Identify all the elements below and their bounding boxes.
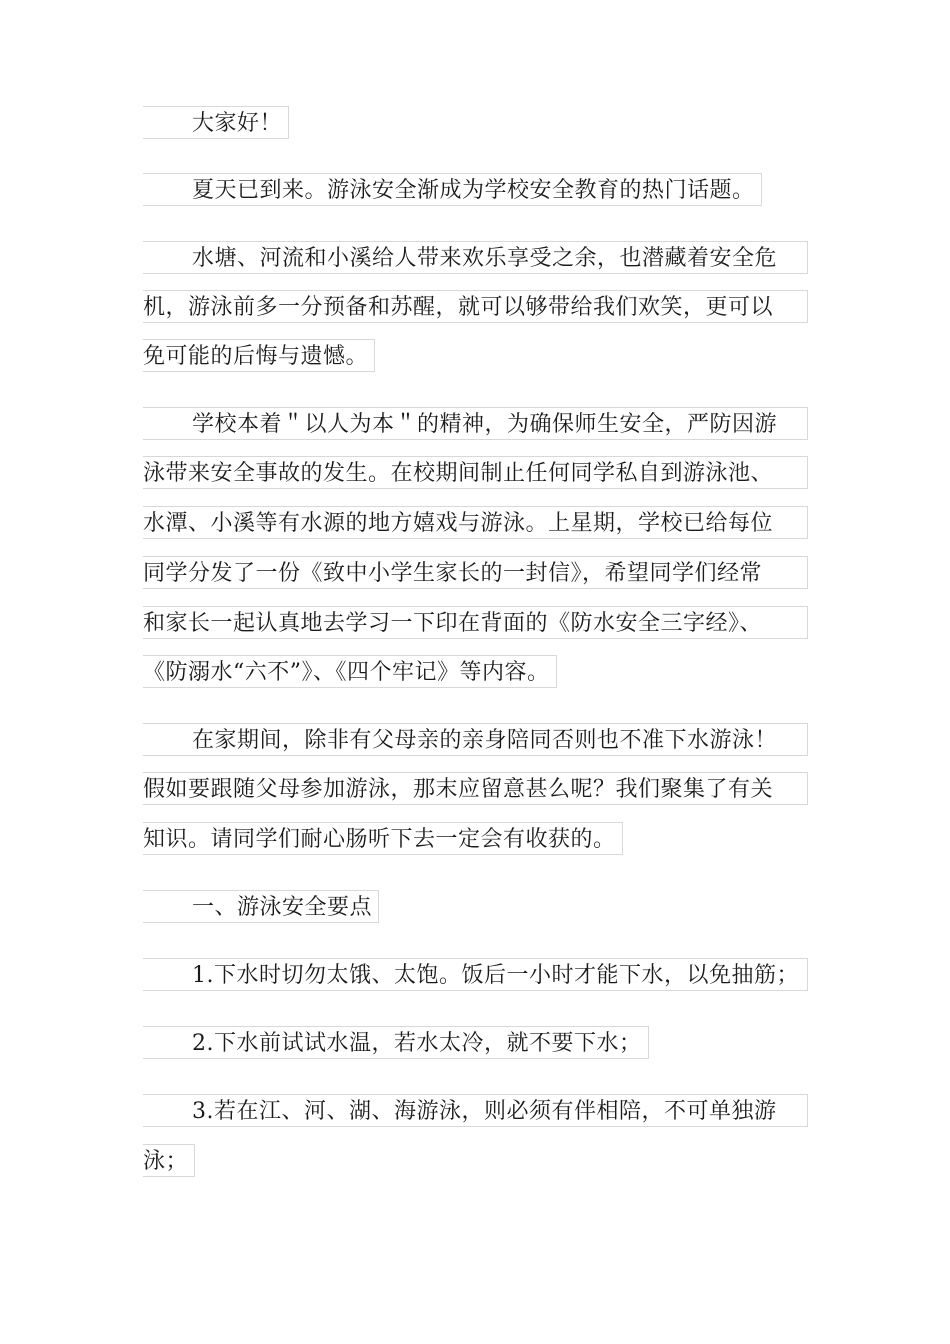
safety-point-1: 1.下水时切勿太饿、太饱。饭后一小时才能下水，以免抽筋； bbox=[143, 958, 808, 991]
safety-point-3-line-1: 3.若在江、河、湖、海游泳，则必须有伴相陪，不可单独游 bbox=[143, 1094, 808, 1127]
paragraph-3-line-3: 知识。请同学们耐心肠听下去一定会有收获的。 bbox=[143, 822, 623, 855]
paragraph-3-line-1: 在家期间，除非有父母亲的亲身陪同否则也不准下水游泳！ bbox=[143, 723, 808, 756]
paragraph-1-line-2: 机，游泳前多一分预备和苏醒，就可以够带给我们欢笑，更可以 bbox=[143, 290, 808, 323]
safety-point-2: 2.下水前试试水温，若水太冷，就不要下水； bbox=[143, 1026, 649, 1059]
paragraph-1-line-1: 水塘、河流和小溪给人带来欢乐享受之余，也潜藏着安全危 bbox=[143, 241, 808, 274]
paragraph-2-line-6: 《防溺水“六不”》、《四个牢记》等内容。 bbox=[143, 655, 557, 688]
paragraph-2-line-3: 水潭、小溪等有水源的地方嬉戏与游泳。上星期，学校已给每位 bbox=[143, 506, 808, 539]
paragraph-3-line-2: 假如要跟随父母参加游泳，那末应留意甚么呢？我们聚集了有关 bbox=[143, 772, 808, 805]
paragraph-2-line-2: 泳带来安全事故的发生。在校期间制止任何同学私自到游泳池、 bbox=[143, 456, 808, 489]
paragraph-2-line-5: 和家长一起认真地去学习一下印在背面的《防水安全三字经》、 bbox=[143, 606, 808, 639]
paragraph-1-line-3: 免可能的后悔与遗憾。 bbox=[143, 339, 375, 372]
safety-point-3-line-2: 泳； bbox=[143, 1144, 195, 1177]
paragraph-2-line-4: 同学分发了一份《致中小学生家长的一封信》，希望同学们经常 bbox=[143, 556, 808, 589]
greeting-line: 大家好！ bbox=[143, 106, 289, 139]
intro-line: 夏天已到来。游泳安全渐成为学校安全教育的热门话题。 bbox=[143, 173, 762, 206]
section-heading: 一、游泳安全要点 bbox=[143, 890, 379, 923]
paragraph-2-line-1: 学校本着＂以人为本＂的精神，为确保师生安全，严防因游 bbox=[143, 407, 808, 440]
